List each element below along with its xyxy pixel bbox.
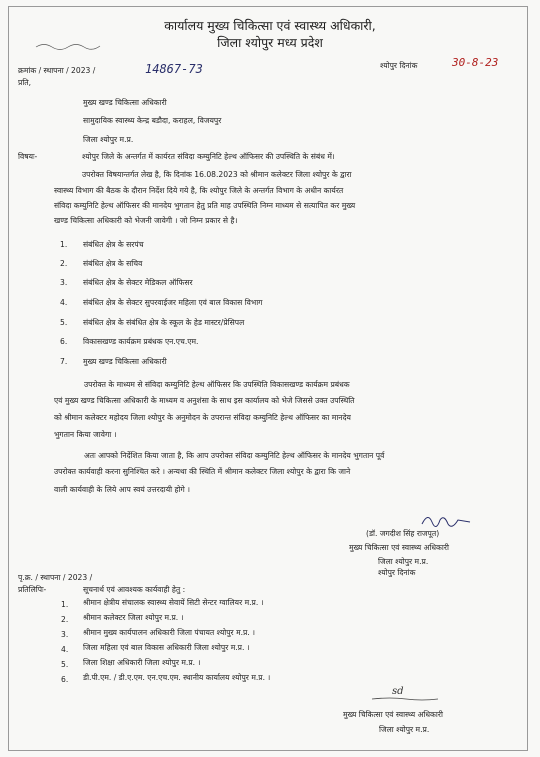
list-item-number: 2. <box>60 259 68 268</box>
list-item-number: 6. <box>60 337 68 346</box>
copy-label: प्रतिलिपिः- <box>18 585 47 594</box>
list-item: संबंधित क्षेत्र के सचिव <box>83 259 143 268</box>
body-line: वाली कार्यवाही के लिये आप स्वयं उत्तरदायी होगे । <box>54 485 191 494</box>
body-line: भुगतान किया जावेगा । <box>54 430 117 439</box>
address-line: मुख्य खण्ड चिकित्सा अधिकारी <box>83 98 167 107</box>
address-line: सामुदायिक स्वास्थ्य केन्द्र बडौदा, कराहल, विजयपुर <box>83 116 222 125</box>
list-item: संबंधित क्षेत्र के सेक्टर मेडिकल ऑफिसर <box>83 278 193 287</box>
body-line: खण्ड चिकित्सा अधिकारी को भेजनी जावेगी । जो निम्न प्रकार से है। <box>54 216 238 225</box>
body-line: अतः आपको निर्देशित किया जाता है, कि आप उपरोक्त संविदा कम्युनिटि हेल्थ ऑफिसर के मानदेय भुगतान पूर्व <box>84 451 385 460</box>
list-item-number: 7. <box>60 357 68 366</box>
office-title-line2: जिला श्योपुर मध्य प्रदेश <box>217 35 323 50</box>
copy-reference: पृ.क्र. / स्थापना / 2023 / <box>18 573 93 582</box>
list-item-number: 4. <box>60 298 68 307</box>
signatory-district: जिला श्योपुर म.प्र. <box>378 557 429 566</box>
list-item: मुख्य खण्ड चिकित्सा अधिकारी <box>83 357 167 366</box>
prati-label: प्रति, <box>18 78 32 87</box>
list-item: संबंधित क्षेत्र के सरपंच <box>83 240 144 249</box>
copy-item: श्रीमान कलेक्टर जिला श्योपुर म.प्र. । <box>83 613 184 622</box>
office-title-line1: कार्यालय मुख्य चिकित्सा एवं स्वास्थ्य अधिकारी, <box>164 18 376 33</box>
copy-item: जिला महिला एवं बाल विकास अधिकारी जिला श्योपुर म.प्र. । <box>83 643 250 652</box>
list-item-number: 3. <box>60 278 68 287</box>
body-line: एवं मुख्य खण्ड चिकित्सा अधिकारी के माध्यम व अनुशंसा के साथ इस कार्यालय को भेजे जिससे उक्त उपस्थिति <box>54 396 355 405</box>
place-date-label: श्योपुर दिनांक <box>380 61 418 70</box>
copy-item-number: 3. <box>61 630 69 639</box>
signatory-name: (डॉ. जगदीश सिंह राजपूत) <box>366 529 440 538</box>
copy-item: श्रीमान क्षेत्रीय संचालक स्वास्थ्य सेवायें सिटी सेन्टर ग्वालियर म.प्र. । <box>83 598 264 607</box>
address-line: जिला श्योपुर म.प्र. <box>83 135 134 144</box>
reference-number-handwritten: 14867-73 <box>145 62 203 76</box>
subject-label: विषयः- <box>18 152 38 161</box>
list-item-number: 5. <box>60 318 68 327</box>
body-line: को श्रीमान कलेक्टर महोदय जिला श्योपुर के अनुमोदन के उपरान्त संविदा कम्युनिटि हेल्थ ऑफिसर का मानदेय <box>54 413 351 422</box>
body-line: उपरोक्त के माध्यम से संविदा कम्युनिटि हेल्थ ऑफिसर कि उपस्थिति विकासखण्ड कार्यक्रम प्रबंधक <box>84 380 350 389</box>
copy-intro: सूचनार्थ एवं आवश्यक कार्यवाही हेतु : <box>83 585 186 594</box>
list-item-number: 1. <box>60 240 68 249</box>
copy-item-number: 6. <box>61 675 69 684</box>
copy-item: डी.पी.एम. / डी.ए.एम. एन.एच.एम. स्थानीय कार्यालय श्योपुर म.प्र. । <box>83 673 271 682</box>
date-handwritten: 30-8-23 <box>452 56 499 69</box>
body-line: संविदा कम्युनिटि हेल्थ ऑफिसर की मानदेय भुगतान हेतु प्रति माह उपस्थिति निम्न माध्यम से सत्यापित कर मुख्य <box>54 201 356 210</box>
copy-item-number: 1. <box>61 600 69 609</box>
list-item: संबंधित क्षेत्र के संबंधित क्षेत्र के स्कूल के हेड मास्टर/प्रेसिपल <box>83 318 245 327</box>
signatory-place-date: श्योपुर दिनांक <box>378 568 416 577</box>
body-line: उपरोक्त विषयान्तर्गत लेख है, कि दिनांक 16.08.2023 को श्रीमान कलेक्टर जिला श्योपुर के द्वारा <box>82 170 352 179</box>
ink-squiggle <box>34 41 104 51</box>
copy-item-number: 2. <box>61 615 69 624</box>
body-line: स्वास्थ्य विभाग की बैठक के दौरान निर्देश दिये गये है, कि श्योपुर जिले के अन्तर्गत विभाग के अधीन कार्यरत <box>54 186 344 195</box>
subject-text: श्योपुर जिले के अन्तर्गत में कार्यरत संविदा कम्युनिटि हेल्थ ऑफिसर की उपस्थिति के संबंध में। <box>82 152 335 161</box>
copy-item-number: 4. <box>61 645 69 654</box>
copy-item-number: 5. <box>61 660 69 669</box>
list-item: संबंधित क्षेत्र के सेक्टर सुपरवाईजर महिला एवं बाल विकास विभाग <box>83 298 263 307</box>
copy-item: जिला शिक्षा अधिकारी जिला श्योपुर म.प्र. । <box>83 658 201 667</box>
signed-mark: sd <box>392 686 404 697</box>
signatory-district-2: जिला श्योपुर म.प्र. <box>379 725 430 734</box>
reference-number-label: क्रमांक / स्थापना / 2023 / <box>18 66 96 75</box>
signatory-title: मुख्य चिकित्सा एवं स्वास्थ्य अधिकारी <box>349 543 449 552</box>
signature-line <box>370 696 440 702</box>
list-item: विकासखण्ड कार्यक्रम प्रबंधक एन.एच.एम. <box>83 337 199 346</box>
signatory-title-2: मुख्य चिकित्सा एवं स्वास्थ्य अधिकारी <box>343 710 443 719</box>
body-line: उपरोक्त कार्यवाही करना सुनिश्चित करे । अन्यथा की स्थिति में श्रीमान कलेक्टर जिला श्योपुर के द्वारा कि जाने <box>54 467 351 476</box>
copy-item: श्रीमान मुख्य कार्यपालन अधिकारी जिला पंचायत श्योपुर म.प्र. । <box>83 628 256 637</box>
